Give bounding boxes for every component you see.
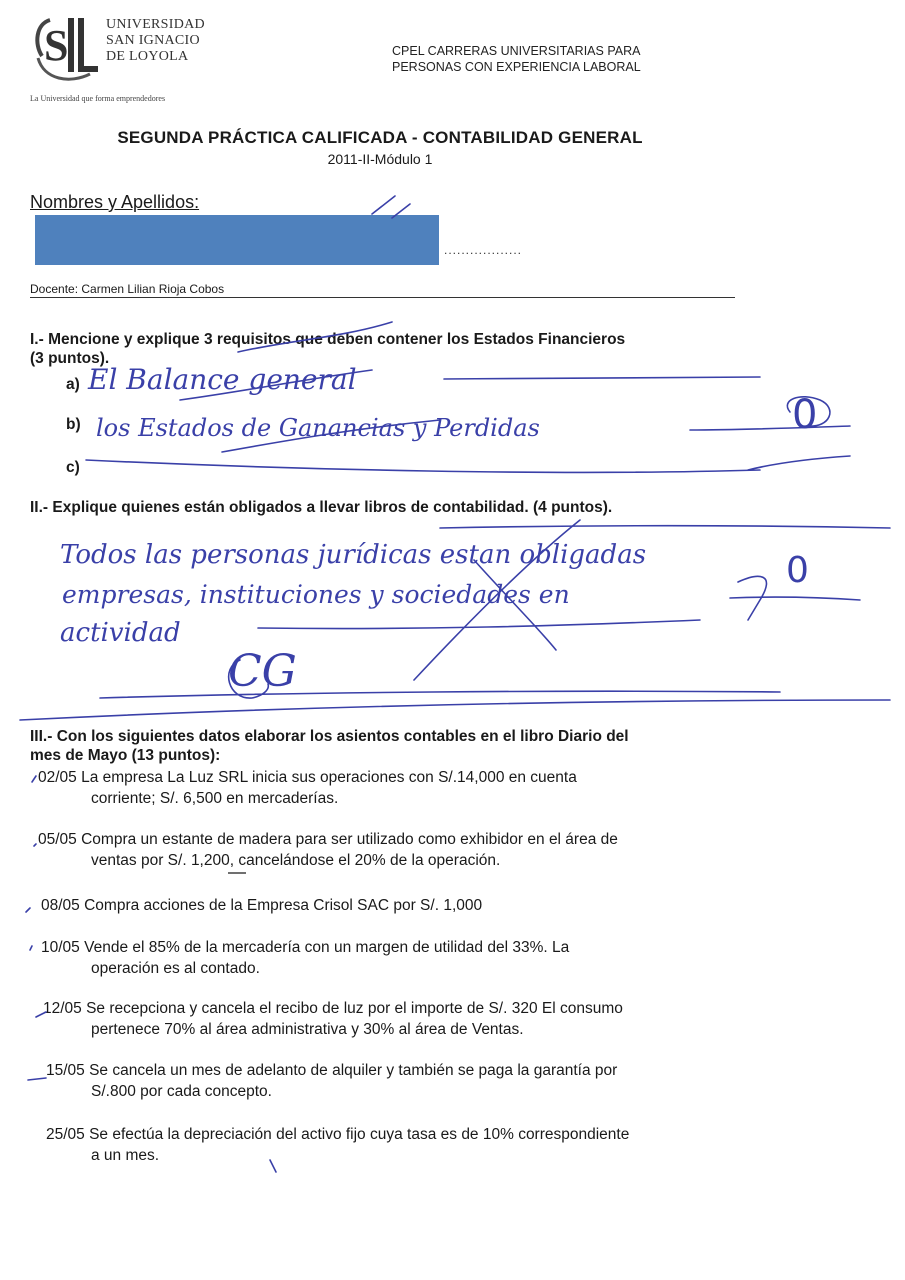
- answer-b-strike: [222, 420, 440, 452]
- answer-a-handwriting: El Balance general: [88, 363, 357, 396]
- margin-tick-1: [32, 776, 36, 782]
- answer-a-strike: [180, 370, 372, 400]
- exam-subtitle: 2011-II-Módulo 1: [327, 151, 433, 167]
- option-c-label: c): [66, 459, 80, 476]
- university-name-line-1: UNIVERSIDAD: [106, 17, 205, 32]
- margin-tick-3: [26, 908, 30, 912]
- question-2-slash: [414, 520, 580, 680]
- answer-a-line: [444, 377, 760, 379]
- option-b-label: b): [66, 416, 81, 433]
- strike-question-1: [238, 322, 392, 352]
- entry-line-1: 02/05 La empresa La Luz SRL inicia sus operaciones con S/.14,000 en cuenta: [38, 769, 577, 786]
- margin-tick-4: [30, 946, 32, 950]
- name-label: Nombres y Apellidos:: [30, 192, 200, 212]
- entry-line-2: a un mes.: [91, 1147, 160, 1164]
- answer-2-line-1: Todos las personas jurídicas estan obligadas: [60, 540, 647, 570]
- university-tagline: La Universidad que forma emprendedores: [30, 94, 166, 103]
- answer-2-underline: [440, 526, 890, 528]
- score-1-circle: [787, 397, 830, 426]
- name-check-mark: [372, 196, 410, 218]
- svg-text:S: S: [44, 21, 69, 70]
- program-line-2: PERSONAS CON EXPERIENCIA LABORAL: [392, 60, 641, 74]
- entry-line-1: 15/05 Se cancela un mes de adelanto de alquiler y también se paga la garantía por: [46, 1062, 618, 1079]
- entry-line-1: 10/05 Vende el 85% de la mercadería con un margen de utilidad del 33%. La: [41, 939, 570, 956]
- entry-line-1: 05/05 Compra un estante de madera para ser utilizado como exhibidor en el área de: [38, 831, 618, 848]
- entry-line-1: 25/05 Se efectúa la depreciación del activo fijo cuya tasa es de 10% correspondiente: [46, 1126, 630, 1143]
- question-2-line-3: [20, 700, 890, 720]
- question-3-heading-line-1: III.- Con los siguientes datos elaborar los asientos contables en el libro Diario del: [30, 728, 629, 745]
- margin-dash-1: [36, 1012, 46, 1017]
- university-name-line-3: DE LOYOLA: [106, 49, 189, 64]
- question-3-heading-line-2: mes de Mayo (13 puntos):: [30, 747, 221, 764]
- option-a-label: a): [66, 376, 80, 393]
- question-2-line-2: [100, 691, 780, 698]
- entry-line-2: pertenece 70% al área administrativa y 30% al área de Ventas.: [91, 1021, 524, 1038]
- question-1-heading-line-2: (3 puntos).: [30, 350, 110, 367]
- entry-line-1: 12/05 Se recepciona y cancela el recibo de luz por el importe de S/. 320 El consumo: [43, 1000, 623, 1017]
- answer-b-handwriting: los Estados de Ganancias y Perdidas: [96, 414, 540, 442]
- question-2-heading: II.- Explique quienes están obligados a llevar libros de contabilidad. (4 puntos).: [30, 499, 613, 516]
- question-2-line: [258, 620, 700, 629]
- grader-circle: [229, 660, 269, 698]
- name-dots: ..................: [444, 243, 523, 257]
- docente-line: Docente: Carmen Lilian Rioja Cobos: [30, 282, 225, 296]
- university-name-line-2: SAN IGNACIO: [106, 33, 200, 48]
- margin-dash-2: [28, 1078, 46, 1080]
- answer-b-line: [690, 426, 850, 430]
- question-2-score: 0: [786, 550, 809, 591]
- entry-line-2: corriente; S/. 6,500 en mercaderías.: [91, 790, 339, 807]
- answer-2-line-3: actividad: [60, 618, 181, 648]
- question-1-heading-line-1: I.- Mencione y explique 3 requisitos que deben contener los Estados Financieros: [30, 331, 626, 348]
- answer-2-line-2: empresas, instituciones y sociedades en: [62, 580, 570, 609]
- program-line-1: CPEL CARRERAS UNIVERSITARIAS PARA: [392, 44, 641, 58]
- answer-c-tail: [748, 456, 850, 470]
- question-1-score: 0: [792, 392, 818, 438]
- entry-line-1: 08/05 Compra acciones de la Empresa Crisol SAC por S/. 1,000: [41, 897, 483, 914]
- entry-line-2: S/.800 por cada concepto.: [91, 1083, 272, 1100]
- margin-tick-2: [34, 844, 36, 846]
- exam-title: SEGUNDA PRÁCTICA CALIFICADA - CONTABILIDAD GENERAL: [117, 128, 643, 147]
- stray-mark: [270, 1160, 276, 1172]
- answer-c-line: [86, 460, 760, 472]
- entry-line-2: operación es al contado.: [91, 960, 260, 977]
- question-2-right-line: [730, 597, 860, 600]
- grader-mark: CG: [228, 646, 297, 697]
- entry-line-2: ventas por S/. 1,200, cancelándose el 20% de la operación.: [91, 852, 501, 869]
